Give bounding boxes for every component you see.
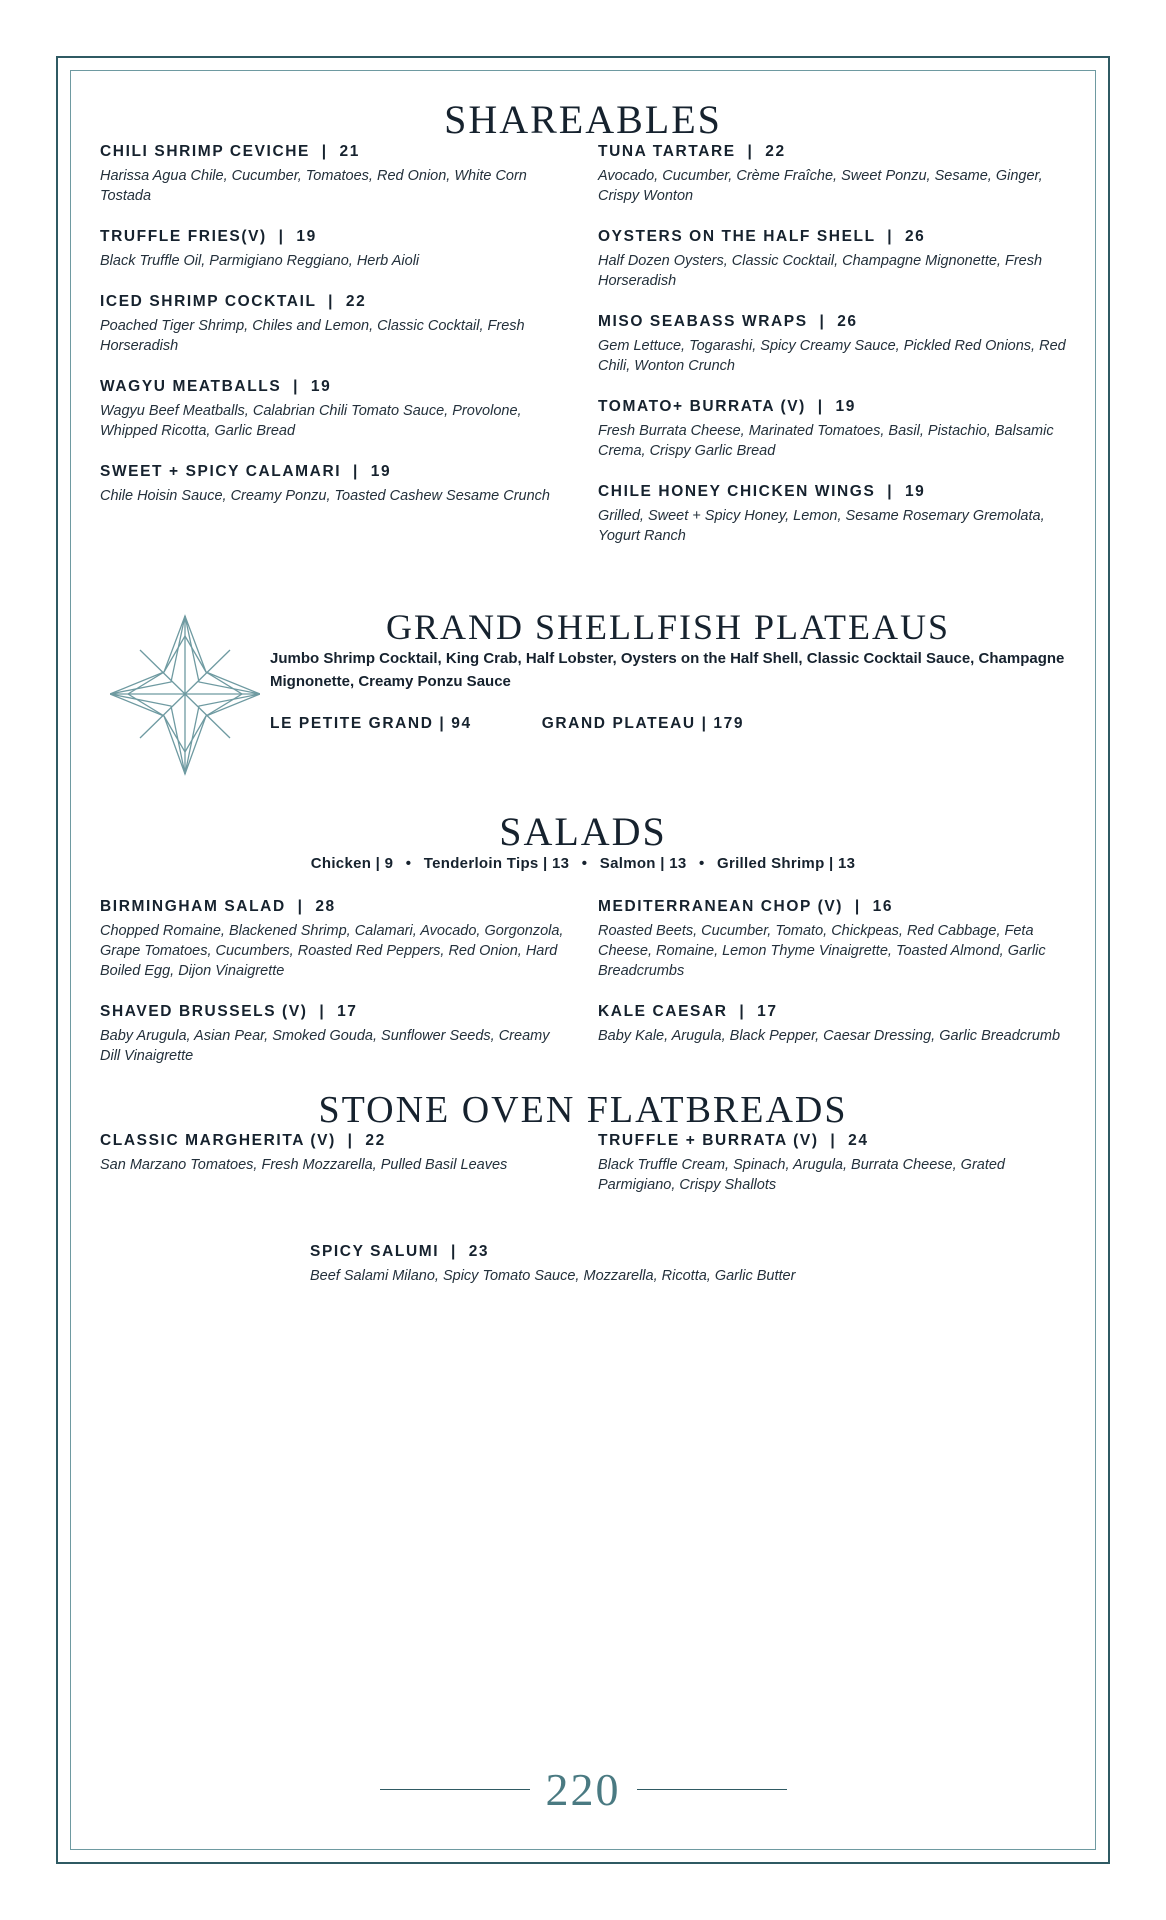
shareables-column-right: [598, 143, 1066, 568]
menu-item: [598, 313, 1066, 376]
menu-item: [100, 1003, 568, 1066]
plateaus-prices: [270, 715, 1066, 733]
item-name: WAGYU MEATBALLS | 19: [100, 378, 332, 395]
menu-item: [100, 228, 568, 271]
shareables-column-left: [100, 143, 568, 568]
compass-star-icon: [110, 610, 260, 780]
item-description: Harissa Agua Chile, Cucumber, Tomatoes, Red Onion, White Corn Tostada: [100, 168, 527, 204]
salad-addon: Grilled Shrimp | 13: [716, 855, 856, 872]
flatbreads-grid: [100, 1132, 1066, 1217]
page-number-rule-left: [380, 1789, 530, 1790]
item-name: MISO SEABASS WRAPS | 26: [598, 313, 858, 330]
menu-item-spicy-salumi: [310, 1243, 1066, 1286]
item-name: TUNA TARTARE | 22: [598, 143, 786, 160]
section-title-plateaus: GRAND SHELLFISH PLATEAUS: [385, 607, 951, 647]
item-description: Gem Lettuce, Togarashi, Spicy Creamy Sauce, Pickled Red Onions, Red Chili, Wonton Crunch: [598, 338, 1066, 374]
item-name: TRUFFLE FRIES(V) | 19: [100, 228, 317, 245]
page-number-rule-right: [637, 1789, 787, 1790]
menu-item: [598, 898, 1066, 981]
item-description: Fresh Burrata Cheese, Marinated Tomatoes, Basil, Pistachio, Balsamic Crema, Crispy Garlic Bread: [598, 423, 1054, 459]
menu-item: [100, 463, 568, 506]
item-name: CHILE HONEY CHICKEN WINGS | 19: [598, 483, 926, 500]
section-title-shareables: SHAREABLES: [444, 97, 722, 142]
flatbreads-column-left: [100, 1132, 568, 1217]
item-description: Black Truffle Oil, Parmigiano Reggiano, Herb Aioli: [100, 253, 420, 269]
item-name: ICED SHRIMP COCKTAIL | 22: [100, 293, 367, 310]
flatbreads-column-right: [598, 1132, 1066, 1217]
item-description: Half Dozen Oysters, Classic Cocktail, Champagne Mignonette, Fresh Horseradish: [598, 253, 1043, 289]
item-name: MEDITERRANEAN CHOP (V) | 16: [598, 898, 894, 915]
item-description: Grilled, Sweet + Spicy Honey, Lemon, Sesame Rosemary Gremolata, Yogurt Ranch: [598, 508, 1045, 544]
plateau-price-grand: GRAND PLATEAU | 179: [541, 715, 745, 732]
item-name: OYSTERS ON THE HALF SHELL | 26: [598, 228, 926, 245]
menu-item: [598, 398, 1066, 461]
item-description: Chopped Romaine, Blackened Shrimp, Calamari, Avocado, Gorgonzola, Grape Tomatoes, Cucumbers, Roasted Red Peppers, Red Onion, Hard Boiled Egg, Dijon Vinaigrette: [100, 923, 564, 979]
item-name: TOMATO+ BURRATA (V) | 19: [598, 398, 856, 415]
plateau-price-petite: LE PETITE GRAND | 94: [270, 715, 472, 732]
item-description: San Marzano Tomatoes, Fresh Mozzarella, Pulled Basil Leaves: [100, 1157, 508, 1173]
item-description: Chile Hoisin Sauce, Creamy Ponzu, Toasted Cashew Sesame Crunch: [100, 488, 550, 504]
menu-item: [598, 1003, 1066, 1046]
item-name: SHAVED BRUSSELS (V) | 17: [100, 1003, 358, 1020]
menu-item: [100, 143, 568, 206]
item-description: Beef Salami Milano, Spicy Tomato Sauce, Mozzarella, Ricotta, Garlic Butter: [310, 1268, 796, 1284]
item-name: CLASSIC MARGHERITA (V) | 22: [100, 1132, 386, 1149]
salads-column-right: [598, 898, 1066, 1088]
page-number-value: 220: [545, 1764, 621, 1815]
menu-content: [100, 96, 1066, 1824]
salads-column-left: [100, 898, 568, 1088]
item-description: Black Truffle Cream, Spinach, Arugula, Burrata Cheese, Grated Parmigiano, Crispy Shallots: [598, 1157, 1005, 1193]
salad-addons: [100, 855, 1066, 872]
item-description: Avocado, Cucumber, Crème Fraîche, Sweet Ponzu, Sesame, Ginger, Crispy Wonton: [598, 168, 1043, 204]
item-description: Baby Arugula, Asian Pear, Smoked Gouda, Sunflower Seeds, Creamy Dill Vinaigrette: [100, 1028, 550, 1064]
addon-separator: •: [405, 855, 412, 872]
item-description: Wagyu Beef Meatballs, Calabrian Chili Tomato Sauce, Provolone, Whipped Ricotta, Garlic Bread: [100, 403, 522, 439]
section-title-flatbreads: STONE OVEN FLATBREADS: [318, 1089, 848, 1131]
addon-separator: •: [581, 855, 588, 872]
item-description: Baby Kale, Arugula, Black Pepper, Caesar Dressing, Garlic Breadcrumb: [598, 1028, 1061, 1044]
menu-item: [100, 1132, 568, 1175]
star-ornament-wrap: [100, 602, 270, 780]
menu-item: [598, 143, 1066, 206]
salad-addon: Tenderloin Tips | 13: [423, 855, 570, 872]
item-name: SWEET + SPICY CALAMARI | 19: [100, 463, 392, 480]
item-name: KALE CAESAR | 17: [598, 1003, 778, 1020]
item-name: CHILI SHRIMP CEVICHE | 21: [100, 143, 360, 160]
menu-item: [598, 483, 1066, 546]
item-name: BIRMINGHAM SALAD | 28: [100, 898, 336, 915]
menu-item: [100, 898, 568, 981]
menu-item: [598, 1132, 1066, 1195]
shareables-grid: [100, 143, 1066, 568]
plateaus-section: [100, 602, 1066, 780]
page-number: [100, 1763, 1066, 1816]
plateaus-description: Jumbo Shrimp Cocktail, King Crab, Half Lobster, Oysters on the Half Shell, Classic Cocktail Sauce, Champagne Mignonette, Creamy Ponzu Sauce: [270, 650, 1065, 690]
menu-item: [100, 378, 568, 441]
item-description: Roasted Beets, Cucumber, Tomato, Chickpeas, Red Cabbage, Feta Cheese, Romaine, Lemon Thyme Vinaigrette, Toasted Almond, Garlic Breadcrumbs: [598, 923, 1046, 979]
menu-item: [598, 228, 1066, 291]
item-name: TRUFFLE + BURRATA (V) | 24: [598, 1132, 869, 1149]
menu-item: [100, 293, 568, 356]
addon-separator: •: [698, 855, 705, 872]
salads-grid: [100, 898, 1066, 1088]
item-name: SPICY SALUMI | 23: [310, 1243, 490, 1260]
salad-addon: Chicken | 9: [310, 855, 394, 872]
item-description: Poached Tiger Shrimp, Chiles and Lemon, Classic Cocktail, Fresh Horseradish: [100, 318, 525, 354]
plateaus-body: [270, 602, 1066, 733]
salad-addon: Salmon | 13: [599, 855, 687, 872]
section-title-salads: SALADS: [499, 809, 667, 854]
